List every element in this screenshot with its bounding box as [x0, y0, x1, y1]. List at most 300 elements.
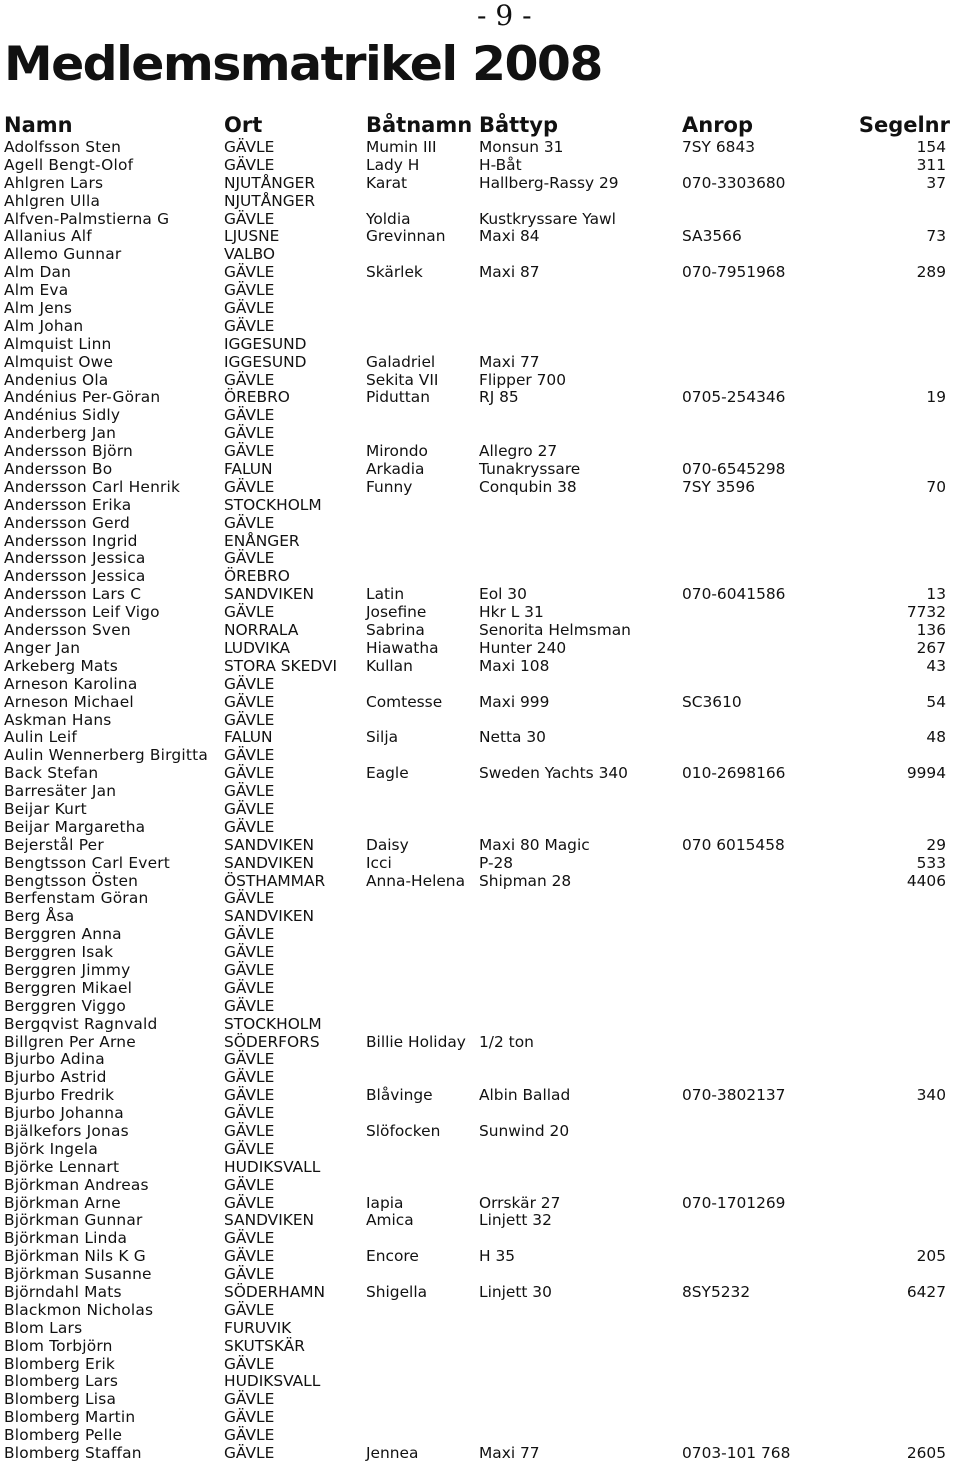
call-sign: 010-2698166 [682, 764, 786, 783]
table-row [0, 1016, 960, 1034]
boat-type: Albin Ballad [479, 1086, 571, 1105]
boat-type: Hunter 240 [479, 638, 567, 657]
column-header-batnamn: Båtnamn [366, 113, 473, 137]
member-city: HUDIKSVALL [224, 1157, 321, 1176]
sail-number: 4406 [906, 871, 946, 890]
member-name: Berggren Viggo [4, 996, 126, 1015]
member-name: Beijar Margaretha [4, 817, 146, 836]
table-row [0, 354, 960, 372]
member-city: SKUTSKÄR [224, 1336, 305, 1355]
member-city: GÄVLE [224, 209, 275, 228]
table-row [0, 1087, 960, 1105]
member-city: STORA SKEDVI [224, 656, 338, 675]
call-sign: 070-6545298 [682, 460, 786, 479]
boat-type: Maxi 87 [479, 263, 540, 282]
boat-name: Funny [366, 477, 413, 496]
member-name: Andersson Björn [4, 442, 134, 461]
sail-number: 70 [926, 477, 946, 496]
member-name: Björkman Andreas [4, 1175, 149, 1194]
member-name: Allanius Alf [4, 227, 92, 246]
boat-name: Slöfocken [366, 1121, 441, 1140]
sail-number: 13 [926, 585, 946, 604]
member-name: Björkman Linda [4, 1229, 128, 1248]
boat-name: Galadriel [366, 352, 436, 371]
member-city: GÄVLE [224, 263, 275, 282]
sail-number: 533 [916, 853, 946, 872]
call-sign: 7SY 3596 [682, 477, 756, 496]
member-city: GÄVLE [224, 1444, 275, 1463]
table-row [0, 1266, 960, 1284]
table-row [0, 712, 960, 730]
member-name: Arneson Michael [4, 692, 134, 711]
boat-name: Encore [366, 1247, 419, 1266]
boat-type: Maxi 77 [479, 1444, 540, 1463]
table-row [0, 1141, 960, 1159]
member-name: Berggren Isak [4, 943, 114, 962]
member-name: Billgren Per Arne [4, 1032, 136, 1051]
column-header-namn: Namn [4, 113, 73, 137]
table-row [0, 944, 960, 962]
member-city: GÄVLE [224, 281, 275, 300]
page-number: - 9 - [477, 0, 532, 32]
table-row [0, 1034, 960, 1052]
boat-type: Allegro 27 [479, 442, 558, 461]
member-city: GÄVLE [224, 1390, 275, 1409]
member-name: Back Stefan [4, 764, 99, 783]
table-row [0, 407, 960, 425]
member-city: GÄVLE [224, 1193, 275, 1212]
boat-name: Amica [366, 1211, 414, 1230]
member-name: Ahlgren Ulla [4, 191, 101, 210]
sail-number: 29 [926, 835, 946, 854]
table-row [0, 1320, 960, 1338]
member-name: Beijar Kurt [4, 799, 87, 818]
member-name: Berggren Mikael [4, 978, 133, 997]
member-city: GÄVLE [224, 406, 275, 425]
member-city: GÄVLE [224, 442, 275, 461]
boat-name: Silja [366, 728, 399, 747]
table-row [0, 1195, 960, 1213]
boat-type: Maxi 108 [479, 656, 550, 675]
member-name: Alm Johan [4, 316, 84, 335]
table-row [0, 676, 960, 694]
boat-name: Kullan [366, 656, 413, 675]
member-name: Björkman Susanne [4, 1265, 152, 1284]
table-row [0, 658, 960, 676]
table-row [0, 550, 960, 568]
table-row [0, 1177, 960, 1195]
member-city: GÄVLE [224, 799, 275, 818]
member-name: Bengtsson Östen [4, 871, 139, 890]
sail-number: 43 [926, 656, 946, 675]
column-header-anrop: Anrop [682, 113, 754, 137]
member-city: GÄVLE [224, 960, 275, 979]
sail-number: 37 [926, 173, 946, 192]
member-city: GÄVLE [224, 764, 275, 783]
member-name: Berggren Jimmy [4, 960, 131, 979]
table-row [0, 890, 960, 908]
boat-name: Hiawatha [366, 638, 439, 657]
table-row [0, 1159, 960, 1177]
table-row [0, 980, 960, 998]
member-name: Blomberg Lars [4, 1372, 119, 1391]
sail-number: 9994 [906, 764, 946, 783]
boat-name: Skärlek [366, 263, 423, 282]
table-row [0, 157, 960, 175]
member-city: LJUSNE [224, 227, 280, 246]
boat-type: Monsun 31 [479, 138, 564, 156]
member-name: Allemo Gunnar [4, 245, 122, 264]
member-name: Andersson Jessica [4, 549, 146, 568]
boat-type: Sweden Yachts 340 [479, 764, 628, 783]
member-name: Bejerstål Per [4, 835, 104, 854]
member-name: Bergqvist Ragnvald [4, 1014, 158, 1033]
member-name: Adolfsson Sten [4, 138, 122, 156]
boat-type: Flipper 700 [479, 370, 567, 389]
boat-type: Orrskär 27 [479, 1193, 561, 1212]
member-city: ÖREBRO [224, 567, 290, 586]
member-name: Alm Jens [4, 299, 73, 318]
member-name: Björndahl Mats [4, 1283, 122, 1301]
member-name: Almquist Linn [4, 334, 112, 353]
table-row [0, 1105, 960, 1123]
member-name: Barresäter Jan [4, 782, 117, 801]
table-row [0, 837, 960, 855]
member-city: GÄVLE [224, 692, 275, 711]
member-name: Blomberg Erik [4, 1354, 116, 1373]
boat-type: P-28 [479, 853, 514, 872]
member-name: Björke Lennart [4, 1157, 120, 1176]
table-row [0, 1230, 960, 1248]
member-city: GÄVLE [224, 1121, 275, 1140]
member-city: GÄVLE [224, 1354, 275, 1373]
boat-name: Blåvinge [366, 1086, 433, 1105]
boat-name: Jennea [366, 1444, 419, 1463]
member-name: Björk Ingela [4, 1139, 99, 1158]
member-table [0, 139, 960, 1463]
member-city: GÄVLE [224, 978, 275, 997]
boat-type: 1/2 ton [479, 1032, 534, 1051]
member-city: FURUVIK [224, 1318, 292, 1337]
table-row [0, 211, 960, 229]
member-city: GÄVLE [224, 549, 275, 568]
sail-number: 54 [926, 692, 946, 711]
member-city: SANDVIKEN [224, 1211, 315, 1230]
boat-type: Linjett 30 [479, 1283, 552, 1301]
boat-name: Sekita VII [366, 370, 439, 389]
member-name: Arneson Karolina [4, 674, 138, 693]
table-row [0, 568, 960, 586]
member-name: Bjurbo Adina [4, 1050, 105, 1069]
member-city: GÄVLE [224, 782, 275, 801]
member-city: ENÅNGER [224, 531, 300, 550]
member-name: Bjurbo Johanna [4, 1104, 124, 1123]
call-sign: 0703-101 768 [682, 1444, 791, 1463]
boat-name: Mirondo [366, 442, 428, 461]
member-city: GÄVLE [224, 155, 275, 174]
column-header-segelnr: Segelnr [858, 113, 950, 137]
member-name: Bjälkefors Jonas [4, 1121, 129, 1140]
member-city: NJUTÅNGER [224, 173, 316, 192]
member-city: GÄVLE [224, 1068, 275, 1087]
member-city: GÄVLE [224, 1265, 275, 1284]
call-sign: 070-7951968 [682, 263, 786, 282]
member-city: GÄVLE [224, 674, 275, 693]
table-row [0, 175, 960, 193]
call-sign: 070-6041586 [682, 585, 786, 604]
member-city: GÄVLE [224, 1086, 275, 1105]
boat-type: Hallberg-Rassy 29 [479, 173, 619, 192]
call-sign: 070-3303680 [682, 173, 786, 192]
boat-type: Maxi 84 [479, 227, 540, 246]
member-name: Andenius Ola [4, 370, 109, 389]
table-row [0, 282, 960, 300]
boat-name: Icci [366, 853, 392, 872]
boat-name: Grevinnan [366, 227, 446, 246]
table-row [0, 1373, 960, 1391]
sail-number: 205 [916, 1247, 946, 1266]
call-sign: 070 6015458 [682, 835, 785, 854]
sail-number: 289 [916, 263, 946, 282]
boat-name: Billie Holiday [366, 1032, 466, 1051]
table-row [0, 729, 960, 747]
member-city: GÄVLE [224, 943, 275, 962]
member-name: Andénius Per-Göran [4, 388, 161, 407]
member-city: IGGESUND [224, 352, 307, 371]
member-city: GÄVLE [224, 513, 275, 532]
member-city: SÖDERHAMN [224, 1283, 326, 1301]
table-row [0, 1445, 960, 1463]
member-city: GÄVLE [224, 1408, 275, 1427]
table-row [0, 819, 960, 837]
sail-number: 73 [926, 227, 946, 246]
boat-name: Sabrina [366, 621, 425, 640]
table-row [0, 801, 960, 819]
table-row [0, 622, 960, 640]
member-name: Andersson Jessica [4, 567, 146, 586]
table-row [0, 1051, 960, 1069]
member-city: GÄVLE [224, 996, 275, 1015]
boat-name: Comtesse [366, 692, 443, 711]
member-name: Andénius Sidly [4, 406, 121, 425]
table-row [0, 873, 960, 891]
boat-type: Eol 30 [479, 585, 527, 604]
boat-type: Kustkryssare Yawl [479, 209, 616, 228]
table-row [0, 1338, 960, 1356]
member-city: SANDVIKEN [224, 585, 315, 604]
table-row [0, 1069, 960, 1087]
table-row [0, 479, 960, 497]
sail-number: 7732 [906, 603, 946, 622]
table-row [0, 1123, 960, 1141]
member-city: GÄVLE [224, 603, 275, 622]
table-row [0, 1391, 960, 1409]
table-row [0, 318, 960, 336]
table-row [0, 264, 960, 282]
sail-number: 267 [916, 638, 946, 657]
sail-number: 2605 [906, 1444, 946, 1463]
member-name: Blomberg Staffan [4, 1444, 142, 1463]
member-city: GÄVLE [224, 370, 275, 389]
member-city: SANDVIKEN [224, 853, 315, 872]
table-row [0, 389, 960, 407]
member-city: SANDVIKEN [224, 907, 315, 926]
boat-type: Linjett 32 [479, 1211, 552, 1230]
boat-name: Karat [366, 173, 408, 192]
member-city: GÄVLE [224, 1175, 275, 1194]
boat-type: Sunwind 20 [479, 1121, 570, 1140]
table-header [0, 111, 960, 139]
member-city: GÄVLE [224, 138, 275, 156]
table-row [0, 783, 960, 801]
boat-type: Senorita Helmsman [479, 621, 631, 640]
table-row [0, 228, 960, 246]
boat-type: Netta 30 [479, 728, 546, 747]
member-city: NORRALA [224, 621, 299, 640]
member-city: GÄVLE [224, 817, 275, 836]
table-row [0, 1409, 960, 1427]
member-name: Andersson Erika [4, 495, 132, 514]
column-header-ort: Ort [224, 113, 263, 137]
boat-name: Yoldia [366, 209, 411, 228]
table-row [0, 1248, 960, 1266]
member-city: GÄVLE [224, 299, 275, 318]
member-city: ÖREBRO [224, 388, 290, 407]
table-row [0, 193, 960, 211]
table-row [0, 765, 960, 783]
table-row [0, 515, 960, 533]
member-name: Alm Dan [4, 263, 72, 282]
member-name: Björkman Gunnar [4, 1211, 143, 1230]
boat-name: Iapia [366, 1193, 404, 1212]
member-name: Ahlgren Lars [4, 173, 104, 192]
table-row [0, 139, 960, 157]
member-city: GÄVLE [224, 710, 275, 729]
boat-type: Maxi 999 [479, 692, 550, 711]
sail-number: 19 [926, 388, 946, 407]
member-name: Aulin Wennerberg Birgitta [4, 746, 208, 765]
member-city: SÖDERFORS [224, 1032, 320, 1051]
boat-name: Latin [366, 585, 405, 604]
member-name: Björkman Nils K G [4, 1247, 146, 1266]
table-row [0, 604, 960, 622]
call-sign: 8SY5232 [682, 1283, 751, 1301]
boat-name: Piduttan [366, 388, 430, 407]
boat-type: Hkr L 31 [479, 603, 544, 622]
member-name: Andersson Sven [4, 621, 131, 640]
member-name: Andersson Leif Vigo [4, 603, 160, 622]
boat-type: RJ 85 [479, 388, 519, 407]
member-city: GÄVLE [224, 925, 275, 944]
member-city: SANDVIKEN [224, 835, 315, 854]
table-row [0, 694, 960, 712]
member-name: Björkman Arne [4, 1193, 121, 1212]
member-name: Andersson Gerd [4, 513, 130, 532]
sail-number: 136 [916, 621, 946, 640]
call-sign: 0705-254346 [682, 388, 786, 407]
call-sign: 070-1701269 [682, 1193, 786, 1212]
call-sign: 070-3802137 [682, 1086, 786, 1105]
column-header-battyp: Båttyp [479, 113, 558, 137]
member-name: Blomberg Lisa [4, 1390, 117, 1409]
sail-number: 48 [926, 728, 946, 747]
member-city: STOCKHOLM [224, 1014, 322, 1033]
member-name: Bengtsson Carl Evert [4, 853, 171, 872]
member-city: IGGESUND [224, 334, 307, 353]
member-city: GÄVLE [224, 1050, 275, 1069]
boat-type: Tunakryssare [479, 460, 581, 479]
member-name: Berg Åsa [4, 907, 75, 926]
call-sign: SC3610 [682, 692, 742, 711]
table-row [0, 443, 960, 461]
member-name: Blomberg Pelle [4, 1426, 123, 1445]
member-name: Blom Lars [4, 1318, 83, 1337]
member-city: GÄVLE [224, 889, 275, 908]
boat-type: Conqubin 38 [479, 477, 577, 496]
table-row [0, 908, 960, 926]
member-name: Anderberg Jan [4, 424, 117, 443]
table-row [0, 1302, 960, 1320]
table-row [0, 998, 960, 1016]
member-name: Aulin Leif [4, 728, 77, 747]
member-name: Arkeberg Mats [4, 656, 119, 675]
boat-type: H 35 [479, 1247, 516, 1266]
boat-name: Shigella [366, 1283, 428, 1301]
member-city: FALUN [224, 460, 273, 479]
member-name: Berggren Anna [4, 925, 122, 944]
table-row [0, 246, 960, 264]
table-row [0, 747, 960, 765]
table-row [0, 372, 960, 390]
table-row [0, 1284, 960, 1302]
sail-number: 154 [916, 138, 946, 156]
member-city: HUDIKSVALL [224, 1372, 321, 1391]
member-city: GÄVLE [224, 1247, 275, 1266]
table-row [0, 926, 960, 944]
boat-type: Maxi 77 [479, 352, 540, 371]
member-name: Blom Torbjörn [4, 1336, 113, 1355]
member-city: ÖSTHAMMAR [224, 871, 326, 890]
member-name: Agell Bengt-Olof [4, 155, 134, 174]
table-row [0, 300, 960, 318]
member-name: Blomberg Martin [4, 1408, 136, 1427]
boat-type: H-Båt [479, 155, 522, 174]
member-name: Andersson Bo [4, 460, 113, 479]
member-name: Blackmon Nicholas [4, 1300, 154, 1319]
sail-number: 311 [916, 155, 946, 174]
member-name: Bjurbo Astrid [4, 1068, 107, 1087]
document-title: Medlemsmatrikel 2008 [4, 37, 602, 92]
member-city: GÄVLE [224, 424, 275, 443]
member-city: GÄVLE [224, 316, 275, 335]
member-name: Berfenstam Göran [4, 889, 149, 908]
boat-name: Mumin III [366, 138, 437, 156]
member-name: Andersson Ingrid [4, 531, 138, 550]
table-row [0, 461, 960, 479]
member-name: Askman Hans [4, 710, 112, 729]
boat-type: Maxi 80 Magic [479, 835, 590, 854]
table-row [0, 855, 960, 873]
sail-number: 340 [916, 1086, 946, 1105]
table-row [0, 1427, 960, 1445]
member-city: GÄVLE [224, 1104, 275, 1123]
member-name: Alfven-Palmstierna G [4, 209, 170, 228]
member-city: GÄVLE [224, 746, 275, 765]
member-city: GÄVLE [224, 1300, 275, 1319]
table-row [0, 962, 960, 980]
boat-name: Anna-Helena [366, 871, 465, 890]
member-city: NJUTÅNGER [224, 191, 316, 210]
